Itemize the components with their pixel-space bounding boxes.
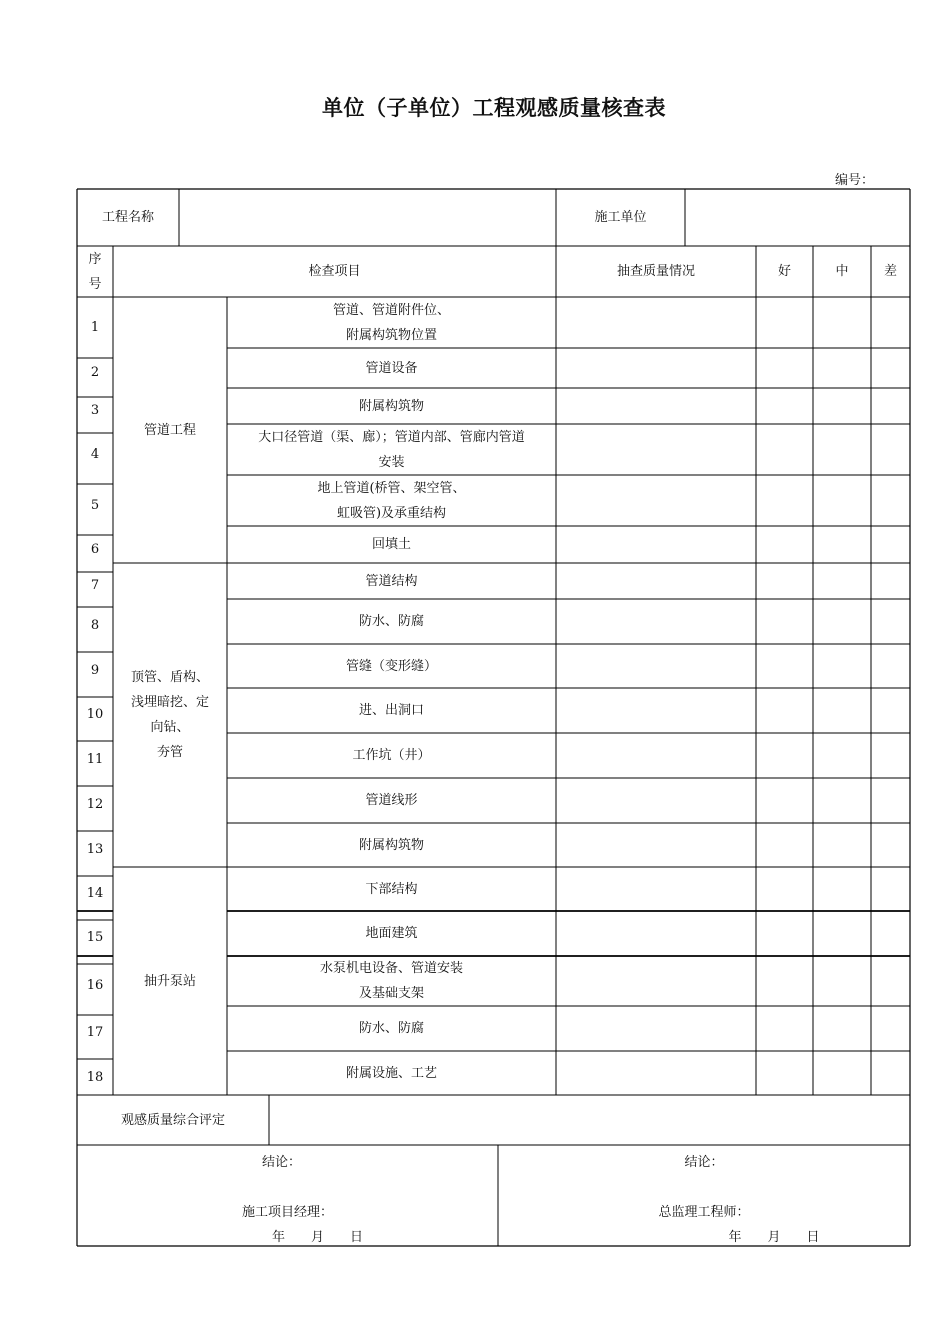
supervisor-conclusion-label: 结论： [684,1154,724,1170]
column-header-poor: 差 [883,264,897,279]
row-item: 进、出洞口 [358,703,424,718]
row-item: 地面建筑 [365,926,418,941]
column-header-item: 检查项目 [308,264,361,279]
row-number: 15 [86,930,104,945]
project-name-field[interactable] [179,189,556,246]
group-label-pipeline: 管道工程 [143,422,196,438]
row-item: 管道线形 [365,793,418,808]
row-number: 1 [90,320,100,335]
row-number: 18 [86,1070,104,1085]
row-number: 7 [90,577,100,593]
column-header-seq: 序 号 [88,251,102,292]
project-name-label: 工程名称 [101,210,154,225]
row-number: 3 [90,403,100,418]
row-item: 附属构筑物 [358,398,424,414]
row-number: 6 [90,541,100,557]
contractor-date: 年 月 日 [271,1229,363,1245]
row-item: 管缝（变形缝） [345,658,437,674]
row-item: 大口径管道（渠、廊）；管道内部、管廊内管道 安装 [258,429,525,470]
row-item: 附属构筑物 [358,837,424,853]
project-manager-label: 施工项目经理： [241,1204,333,1220]
row-item: 回填土 [371,537,411,552]
row-number: 4 [90,446,100,462]
supervisor-date: 年 月 日 [728,1229,820,1245]
row-item: 管道、管道附件位、 附属构筑物位置 [332,302,450,343]
row-number: 14 [86,886,104,901]
row-item: 下部结构 [365,881,418,897]
contractor-conclusion-label: 结论： [261,1154,301,1170]
row-number: 8 [90,618,100,633]
column-header-good: 好 [777,264,791,279]
row-number: 16 [86,978,104,993]
row-item: 管道设备 [365,360,418,376]
row-item: 水泵机电设备、管道安装 及基础支架 [319,961,463,1001]
row-item: 防水、防腐 [358,1021,424,1036]
row-number: 13 [86,842,104,857]
row-item: 防水、防腐 [358,614,424,629]
group-label-trenchless: 顶管、盾构、 浅埋暗挖、定 向钻、 夯管 [130,670,209,760]
row-number: 10 [86,707,104,722]
row-number: 17 [86,1025,104,1040]
document-number-label: 编号： [835,173,875,188]
row-number: 12 [86,797,104,812]
overall-evaluation-label: 观感质量综合评定 [120,1112,225,1128]
group-label-pump-station: 抽升泵站 [143,973,196,989]
row-item: 地上管道(桥管、架空管、 虹吸管)及承重结构 [317,480,466,521]
column-header-sampling: 抽查质量情况 [616,264,695,279]
column-header-medium: 中 [835,264,849,279]
contractor-field[interactable] [685,189,910,246]
row-number: 9 [90,663,100,678]
row-number: 5 [90,497,100,513]
contractor-label: 施工单位 [594,210,647,225]
row-number: 2 [90,365,100,380]
row-item: 管道结构 [365,573,418,589]
row-item: 附属设施、工艺 [345,1065,437,1081]
page-title: 单位（子单位）工程观感质量核查表 [322,96,666,120]
chief-supervisor-label: 总监理工程师： [658,1204,750,1220]
row-item: 工作坑（井） [352,748,431,763]
row-number: 11 [86,752,104,767]
overall-evaluation-field[interactable] [269,1095,910,1145]
